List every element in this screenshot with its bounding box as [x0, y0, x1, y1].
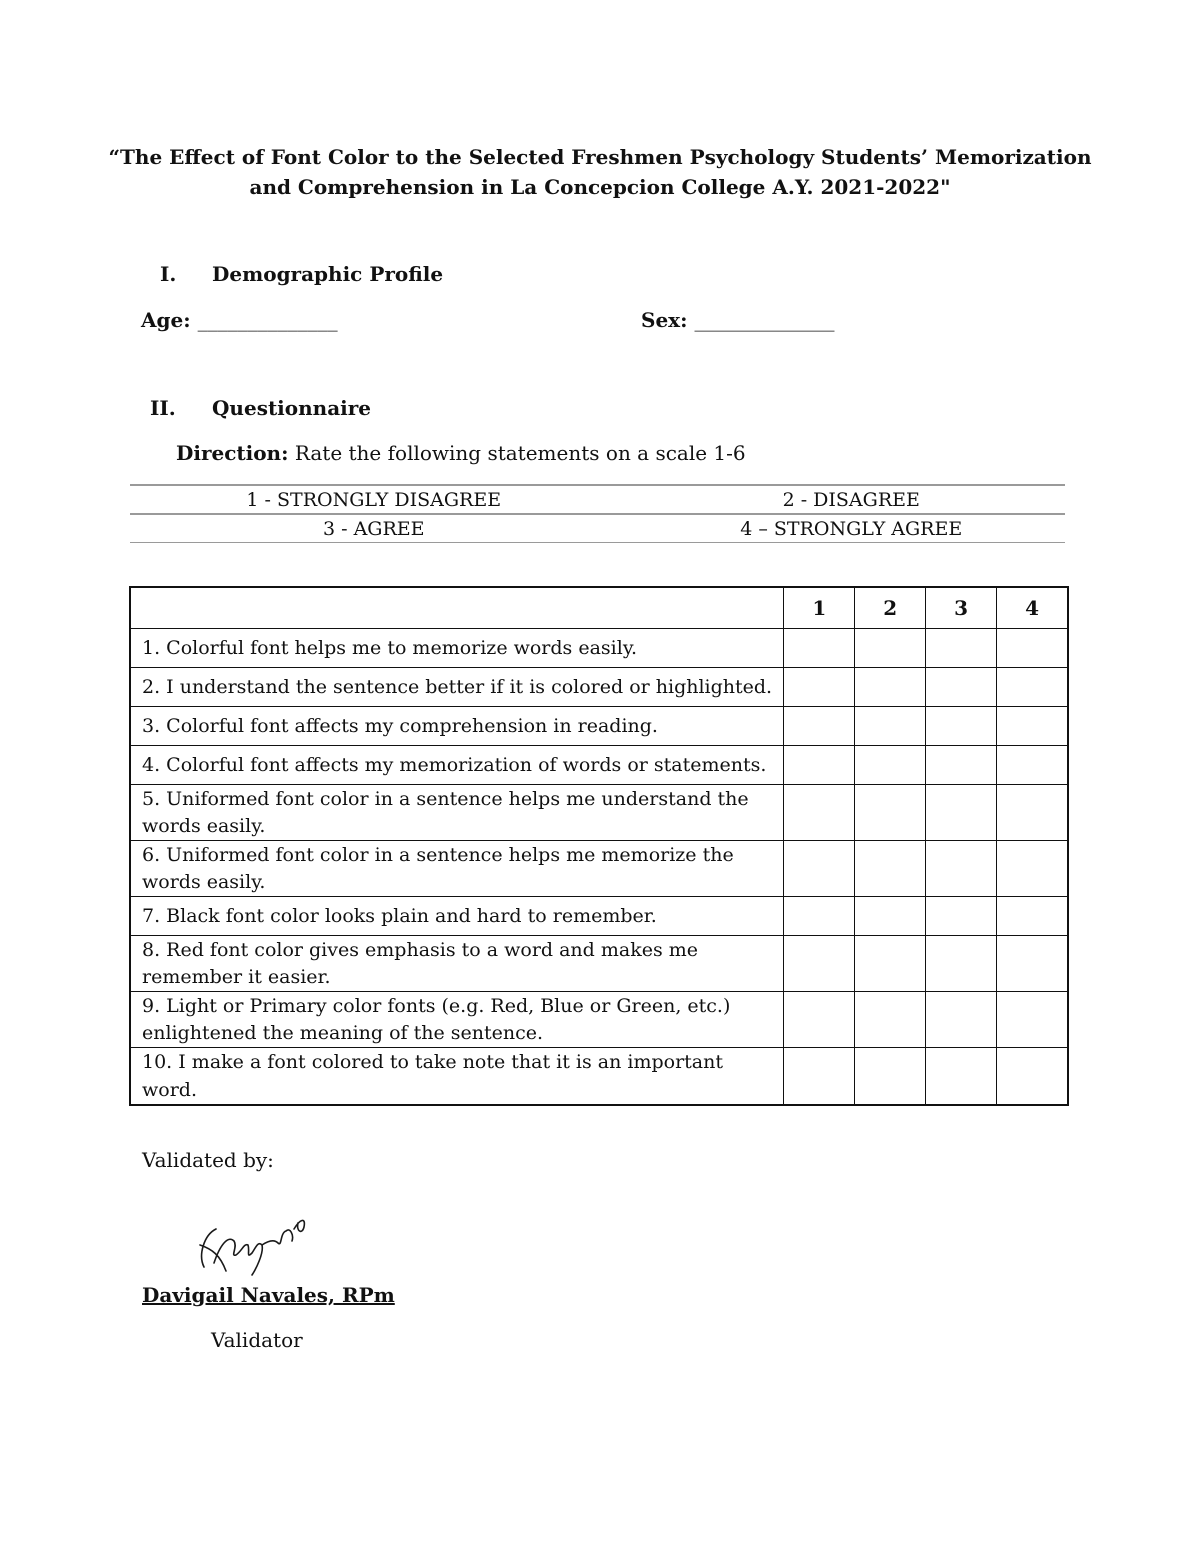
sex-label: Sex: — [641, 308, 688, 332]
statement-6: 6. Uniformed font color in a sentence helps me memorize the words easily. — [130, 841, 784, 897]
rating-box-10-3[interactable] — [926, 1048, 997, 1106]
rating-box-8-4[interactable] — [997, 936, 1068, 992]
validator-role: Validator — [211, 1328, 303, 1352]
statement-4: 4. Colorful font affects my memorization of words or statements. — [130, 746, 784, 785]
validated-by-label: Validated by: — [142, 1148, 274, 1172]
rating-box-2-1[interactable] — [784, 668, 855, 707]
statement-1: 1. Colorful font helps me to memorize words easily. — [130, 629, 784, 668]
rating-box-7-2[interactable] — [855, 897, 926, 936]
rating-box-2-4[interactable] — [997, 668, 1068, 707]
statement-10: 10. I make a font colored to take note that it is an important word. — [130, 1048, 784, 1106]
age-field[interactable] — [141, 308, 338, 332]
header-rating-2: 2 — [855, 587, 926, 629]
rating-box-7-1[interactable] — [784, 897, 855, 936]
rating-box-3-2[interactable] — [855, 707, 926, 746]
header-empty — [130, 587, 784, 629]
rating-box-7-4[interactable] — [997, 897, 1068, 936]
rating-box-1-2[interactable] — [855, 629, 926, 668]
rating-box-2-3[interactable] — [926, 668, 997, 707]
rating-box-4-2[interactable] — [855, 746, 926, 785]
table-row — [130, 897, 1068, 936]
rating-box-10-2[interactable] — [855, 1048, 926, 1106]
scale-item: 1 - STRONGLY DISAGREE — [246, 488, 502, 511]
table-row — [130, 1048, 1068, 1106]
rating-box-7-3[interactable] — [926, 897, 997, 936]
rating-box-5-3[interactable] — [926, 785, 997, 841]
rating-box-2-2[interactable] — [855, 668, 926, 707]
scale-row — [130, 513, 1065, 543]
statement-9: 9. Light or Primary color fonts (e.g. Red, Blue or Green, etc.) enlightened the meaning of the sentence. — [130, 992, 784, 1048]
title-line-1: “The Effect of Font Color to the Selected Freshmen Psychology Students’ Memorization — [108, 145, 1092, 169]
rating-box-6-3[interactable] — [926, 841, 997, 897]
rating-box-6-2[interactable] — [855, 841, 926, 897]
rating-box-8-1[interactable] — [784, 936, 855, 992]
table-header-row — [130, 587, 1068, 629]
validator-name: Davigail Navales, RPm — [142, 1283, 395, 1307]
title-line-2: and Comprehension in La Concepcion College A.Y. 2021-2022" — [249, 175, 951, 199]
header-rating-4: 4 — [997, 587, 1068, 629]
age-blank-line[interactable]: ______________ — [197, 308, 338, 332]
rating-box-4-1[interactable] — [784, 746, 855, 785]
table-row — [130, 992, 1068, 1048]
section-1-heading: Demographic Profile — [212, 262, 444, 286]
rating-box-10-4[interactable] — [997, 1048, 1068, 1106]
rating-box-4-3[interactable] — [926, 746, 997, 785]
table-row — [130, 785, 1068, 841]
rating-box-6-1[interactable] — [784, 841, 855, 897]
rating-box-1-4[interactable] — [997, 629, 1068, 668]
rating-box-1-3[interactable] — [926, 629, 997, 668]
rating-box-6-4[interactable] — [997, 841, 1068, 897]
table-row — [130, 746, 1068, 785]
header-rating-1: 1 — [784, 587, 855, 629]
table-row — [130, 936, 1068, 992]
statement-5: 5. Uniformed font color in a sentence helps me understand the words easily. — [130, 785, 784, 841]
table-row — [130, 629, 1068, 668]
rating-box-9-3[interactable] — [926, 992, 997, 1048]
rating-box-9-4[interactable] — [997, 992, 1068, 1048]
rating-box-8-2[interactable] — [855, 936, 926, 992]
section-1-numeral: I. — [160, 262, 177, 286]
scale-item: 3 - AGREE — [322, 517, 425, 540]
statement-2: 2. I understand the sentence better if it is colored or highlighted. — [130, 668, 784, 707]
rating-box-8-3[interactable] — [926, 936, 997, 992]
statement-3: 3. Colorful font affects my comprehension in reading. — [130, 707, 784, 746]
rating-box-10-1[interactable] — [784, 1048, 855, 1106]
rating-box-5-2[interactable] — [855, 785, 926, 841]
direction-label: Direction: — [176, 441, 289, 465]
age-label: Age: — [141, 308, 191, 332]
rating-box-1-1[interactable] — [784, 629, 855, 668]
statement-7: 7. Black font color looks plain and hard to remember. — [130, 897, 784, 936]
section-2-numeral: II. — [150, 396, 176, 420]
rating-box-3-4[interactable] — [997, 707, 1068, 746]
rating-scale-legend — [130, 484, 1065, 543]
table-row — [130, 707, 1068, 746]
sex-blank-line[interactable]: ______________ — [694, 308, 835, 332]
rating-box-3-1[interactable] — [784, 707, 855, 746]
direction-text — [176, 441, 746, 465]
section-2-heading: Questionnaire — [212, 396, 372, 420]
statement-8: 8. Red font color gives emphasis to a word and makes me remember it easier. — [130, 936, 784, 992]
rating-box-3-3[interactable] — [926, 707, 997, 746]
document-title — [100, 142, 1100, 202]
rating-box-9-2[interactable] — [855, 992, 926, 1048]
scale-row — [130, 484, 1065, 513]
table-row — [130, 668, 1068, 707]
table-row — [130, 841, 1068, 897]
questionnaire-table — [129, 586, 1069, 1106]
scale-item: 2 - DISAGREE — [782, 488, 920, 511]
rating-box-4-4[interactable] — [997, 746, 1068, 785]
sex-field[interactable] — [641, 308, 834, 332]
rating-box-5-1[interactable] — [784, 785, 855, 841]
scale-item: 4 – STRONGLY AGREE — [740, 517, 963, 540]
direction-body: Rate the following statements on a scale 1-6 — [288, 441, 746, 465]
signature-image — [190, 1205, 320, 1285]
rating-box-9-1[interactable] — [784, 992, 855, 1048]
rating-box-5-4[interactable] — [997, 785, 1068, 841]
header-rating-3: 3 — [926, 587, 997, 629]
